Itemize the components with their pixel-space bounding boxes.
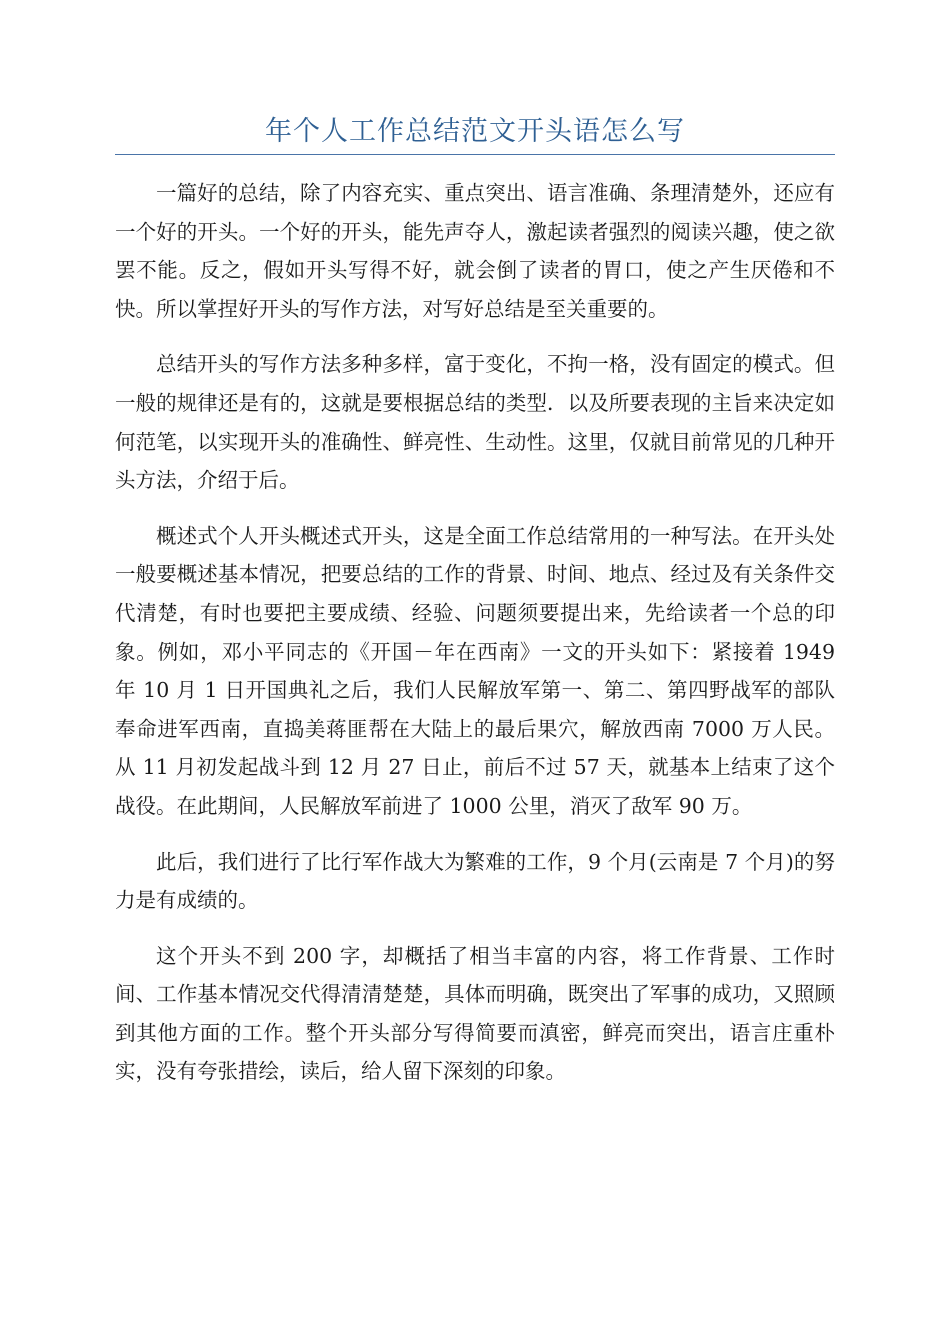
paragraph-5: 这个开头不到 200 字，却概括了相当丰富的内容，将工作背景、工作时间、工作基本情况交代得清清楚楚，具体而明确，既突出了军事的成功，又照顾到其他方面的工作。整个开头部分写得简要而滇密，鲜亮而突出，语言庄重朴实，没有夸张措绘，读后，给人留下深刻的印象。 <box>115 943 835 1084</box>
paragraph-1: 一篇好的总结，除了内容充实、重点突出、语言准确、条理清楚外，还应有一个好的开头。一个好的开头，能先声夺人，激起读者强烈的阅读兴趣，使之欲罢不能。反之，假如开头写得不好，就会倒了读者的胃口，使之产生厌倦和不快。所以掌捏好开头的写作方法，对写好总结是至关重要的。 <box>115 181 835 321</box>
document-body <box>115 174 835 1108</box>
paragraph-2: 总结开头的写作方法多种多样，富于变化，不拘一格，没有固定的模式。但一般的规律还是有的，这就是要根据总结的类型．以及所要表现的主旨来决定如何范笔，以实现开头的准确性、鲜亮性、生动性。这里，仅就目前常见的几种开头方法，介绍于后。 <box>115 352 835 493</box>
paragraph-4: 此后，我们进行了比行军作战大为繁难的工作，9 个月(云南是 7 个月)的努力是有成绩的。 <box>115 849 835 913</box>
document-title: 年个人工作总结范文开头语怎么写 <box>265 116 685 147</box>
paragraph-3: 概述式个人开头概述式开头，这是全面工作总结常用的一种写法。在开头处一般要概述基本情况，把要总结的工作的背景、时间、地点、经过及有关条件交代清楚，有时也要把主要成绩、经验、问题须要提出来，先给读者一个总的印象。例如，邓小平同志的《开国－年在西南》一文的开头如下：紧接着 1949 年 10 月 1 日开国典礼之后，我们人民解放军第一、第二、第四野战军的部队奉命进军西南，直捣美蒋匪帮在大陆上的最后果穴，解放西南 7000 万人民。从 11 月初发起战斗到 12 月 27 日止，前后不过 57 天，就基本上结束了这个战役。在此期间，人民解放军前进了 1000 公里，消灭了敌军 90 万。 <box>115 523 835 818</box>
title-underline <box>115 154 835 155</box>
